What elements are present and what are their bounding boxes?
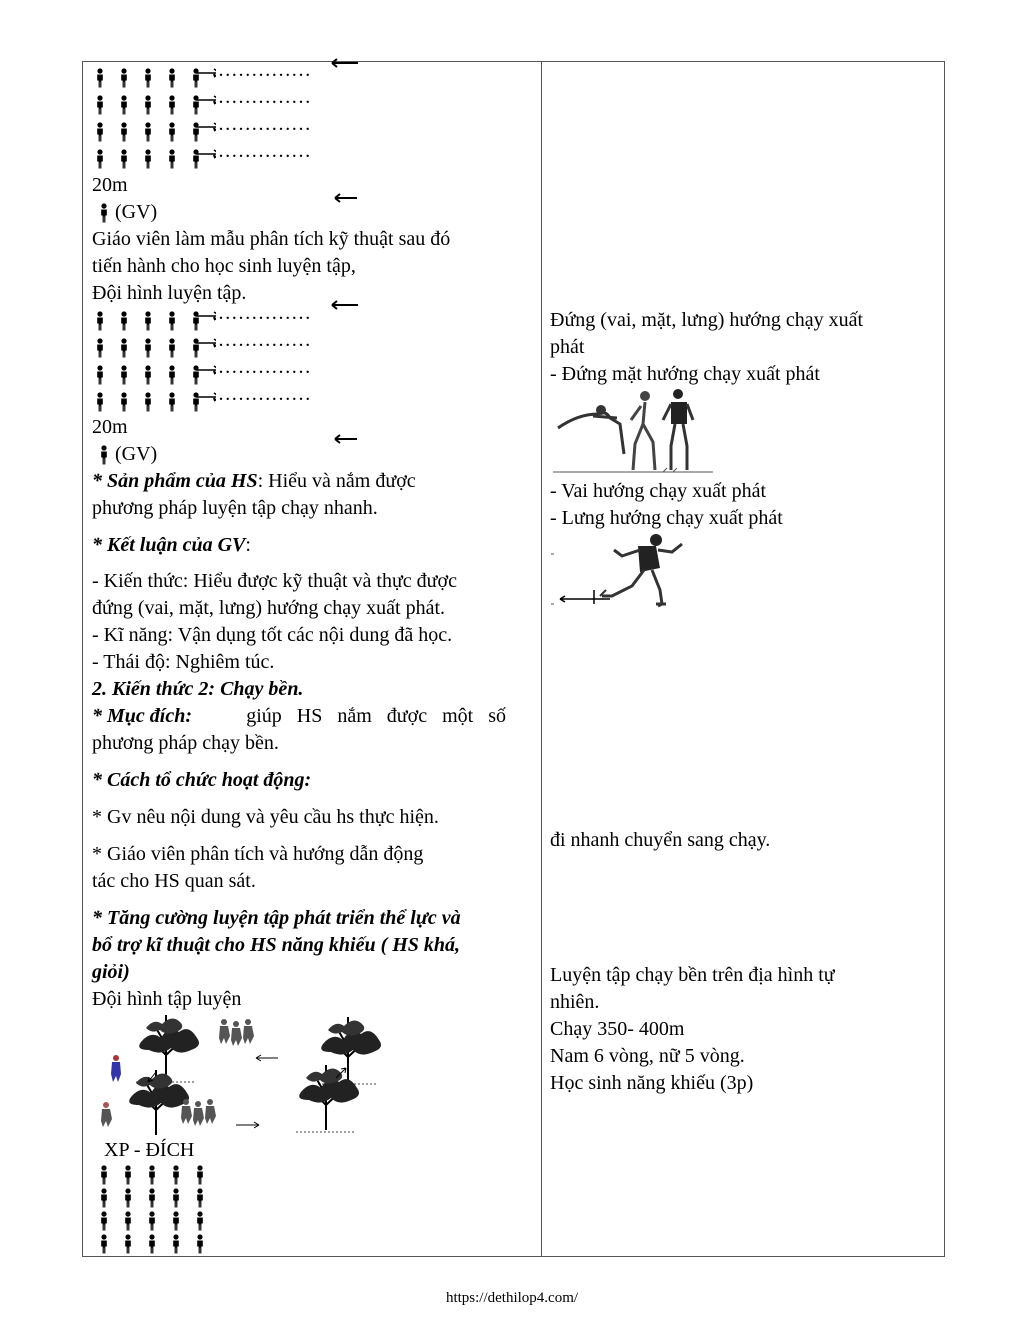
- section-title: 2. Kiến thức 2: Chạy bền.: [92, 678, 304, 700]
- formation-row: [96, 302, 311, 331]
- purpose-text: giúp HS nắm được một số: [246, 705, 506, 727]
- teacher-label: (GV): [115, 201, 158, 223]
- dotted-line: ……………: [211, 329, 311, 351]
- footer-url-link[interactable]: https://dethilop4.com/: [445, 1290, 579, 1306]
- paragraph-line: đứng (vai, mặt, lưng) hướng chạy xuất phát.: [92, 597, 446, 619]
- dotted-line: ……………: [211, 86, 311, 108]
- product-text: : Hiểu và nắm được: [257, 470, 416, 492]
- purpose-line: [92, 703, 506, 730]
- formation-row: [96, 329, 311, 358]
- paragraph-line: phương pháp luyện tập chạy nhanh.: [92, 497, 378, 519]
- distance-label: 20m: [92, 174, 128, 196]
- paragraph-line: Luyện tập chạy bền trên địa hình tự: [550, 964, 835, 986]
- teacher-label: (GV): [115, 443, 158, 465]
- paragraph-line: - Đứng mặt hướng chạy xuất phát: [550, 363, 820, 385]
- teacher-icon: [100, 203, 110, 223]
- dotted-line: ……………: [211, 383, 311, 405]
- paragraph-line: Chạy 350- 400m: [550, 1018, 685, 1040]
- teacher-icon: [100, 445, 110, 465]
- enhance-line: giỏi): [92, 961, 130, 983]
- formation-row: [96, 113, 311, 142]
- runner-start-illustration: [548, 532, 700, 612]
- purpose-label: * Mục đích:: [92, 705, 192, 727]
- paragraph-line: tác cho HS quan sát.: [92, 870, 256, 892]
- paragraph-line: Đội hình luyện tập.: [92, 282, 247, 304]
- paragraph-line: - Kiến thức: Hiểu được kỹ thuật và thực được: [92, 570, 457, 592]
- paragraph-line: phát: [550, 336, 585, 358]
- paragraph-line: * Gv nêu nội dung và yêu cầu hs thực hiện.: [92, 806, 439, 828]
- dotted-line: ……………: [211, 356, 311, 378]
- paragraph-line: - Lưng hướng chạy xuất phát: [550, 507, 783, 529]
- organize-label: * Cách tổ chức hoạt động:: [92, 769, 312, 791]
- dotted-line: ……………: [211, 113, 311, 135]
- paragraph-line: Giáo viên làm mẫu phân tích kỹ thuật sau đó: [92, 228, 451, 250]
- dotted-line: ……………: [211, 59, 311, 81]
- formation-row: [96, 356, 311, 385]
- dotted-line: ……………: [211, 302, 311, 324]
- running-course-illustration: [96, 1010, 396, 1135]
- distance-label: 20m: [92, 416, 128, 438]
- paragraph-line: - Thái độ: Nghiêm túc.: [92, 651, 275, 673]
- paragraph-line: * Giáo viên phân tích và hướng dẫn động: [92, 843, 424, 865]
- paragraph-line: Đội hình tập luyện: [92, 988, 242, 1010]
- paragraph-line: nhiên.: [550, 991, 600, 1013]
- formation-row: [96, 140, 311, 169]
- left-arrow-icon: [333, 434, 359, 444]
- paragraph-line: - Kĩ năng: Vận dụng tốt các nội dung đã học.: [92, 624, 453, 646]
- formation-row: [96, 59, 311, 88]
- product-line: [92, 468, 416, 495]
- conclusion-label: * Kết luận của GV: [92, 534, 246, 556]
- paragraph-line: phương pháp chạy bền.: [92, 732, 279, 754]
- standing-start-illustration: [553, 388, 713, 476]
- formation-row: [96, 86, 311, 115]
- paragraph-line: Đứng (vai, mặt, lưng) hướng chạy xuất: [550, 309, 864, 331]
- formation-row: [96, 383, 311, 412]
- left-arrow-icon: [333, 193, 359, 203]
- student-formation-grid: [100, 1165, 210, 1255]
- start-finish-label: XP - ĐÍCH: [104, 1139, 195, 1161]
- paragraph-line: Học sinh năng khiếu (3p): [550, 1072, 754, 1094]
- column-divider: [541, 61, 542, 1257]
- conclusion-line: [92, 532, 251, 559]
- paragraph-line: đi nhanh chuyển sang chạy.: [550, 829, 771, 851]
- conclusion-colon: :: [245, 534, 251, 556]
- paragraph-line: Nam 6 vòng, nữ 5 vòng.: [550, 1045, 745, 1067]
- paragraph-line: - Vai hướng chạy xuất phát: [550, 480, 766, 502]
- left-arrow-icon: [330, 58, 360, 68]
- left-arrow-icon: [330, 300, 360, 310]
- product-label: * Sản phẩm của HS: [92, 470, 258, 492]
- paragraph-line: tiến hành cho học sinh luyện tập,: [92, 255, 356, 277]
- enhance-line: * Tăng cường luyện tập phát triển thể lực và: [92, 907, 461, 929]
- dotted-line: ……………: [211, 140, 311, 162]
- enhance-line: bổ trợ kĩ thuật cho HS năng khiếu ( HS khá,: [92, 934, 461, 956]
